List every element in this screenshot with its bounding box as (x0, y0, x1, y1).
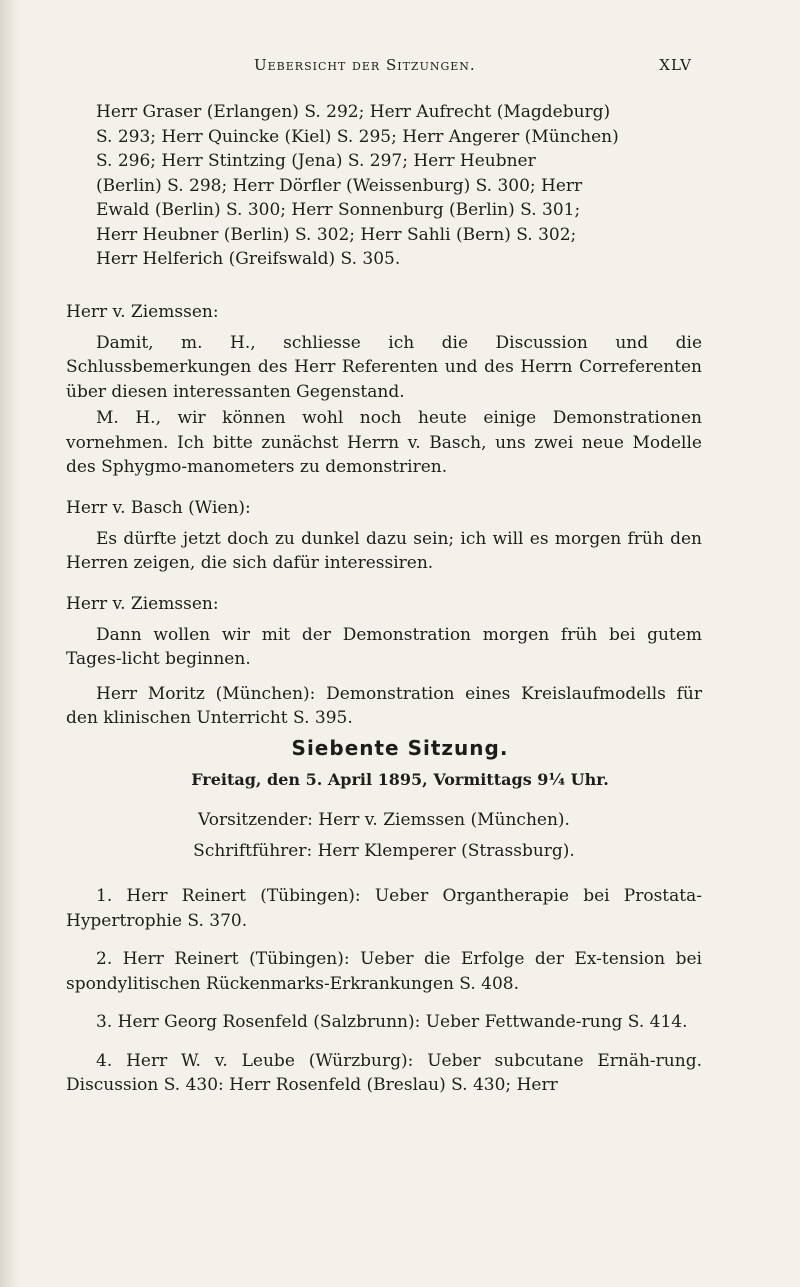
session-date: Freitag, den 5. April 1895, Vormittags 9¼ Uhr. (191, 770, 609, 789)
session-heading: Siebente Sitzung. (291, 736, 509, 760)
speaker-list-line: Herr Helferich (Greifswald) S. 305. (96, 249, 401, 269)
speaker-list-line: (Berlin) S. 298; Herr Dörfler (Weissenburg) S. 300; Herr (96, 175, 583, 196)
agenda-item: 1. Herr Reinert (Tübingen): Ueber Organtherapie bei Prostata-Hypertrophie S. 370. (66, 886, 702, 931)
agenda-item: 4. Herr W. v. Leube (Würzburg): Ueber subcutane Ernäh-rung. Discussion S. 430: Herr Rosenfeld (Breslau) S. 430; Herr (66, 1050, 702, 1095)
paragraph: Es dürfte jetzt doch zu dunkel dazu sein; ich will es morgen früh den Herren zeigen, die sich dafür interessiren. (66, 528, 702, 573)
speech-ziemssen-1 (66, 300, 702, 480)
speaker-name: Herr v. Basch (Wien): (66, 498, 251, 518)
speaker-name: Herr v. Ziemssen: (66, 594, 219, 614)
speech-basch (66, 496, 702, 576)
chair-line: Vorsitzender: Herr v. Ziemssen (München). (198, 810, 570, 830)
speaker-list-line: Herr Graser (Erlangen) S. 292; Herr Aufrecht (Magdeburg) (96, 102, 611, 122)
speech-ziemssen-2 (66, 592, 702, 731)
speaker-name: Herr v. Ziemssen: (66, 302, 219, 322)
header-title: Uebersicht der Sitzungen. (254, 56, 476, 74)
session-officers (66, 808, 702, 863)
paragraph: Dann wollen wir mit der Demonstration morgen früh bei gutem Tages-licht beginnen. (66, 624, 702, 669)
page-edge-shadow (0, 0, 18, 1287)
speaker-list-line: S. 296; Herr Stintzing (Jena) S. 297; Herr Heubner (96, 151, 536, 171)
agenda-item: 2. Herr Reinert (Tübingen): Ueber die Erfolge der Ex-tension bei spondylitischen Rückenmarks-Erkrankungen S. 408. (66, 949, 702, 994)
speaker-list-line: Ewald (Berlin) S. 300; Herr Sonnenburg (Berlin) S. 301; (96, 200, 581, 220)
secretary-line: Schriftführer: Herr Klemperer (Strassburg). (193, 840, 575, 861)
speaker-list-line: S. 293; Herr Quincke (Kiel) S. 295; Herr Angerer (München) (96, 126, 619, 147)
page-number: XLV (659, 56, 692, 74)
agenda-item: 3. Herr Georg Rosenfeld (Salzbrunn): Ueber Fettwande-rung S. 414. (96, 1012, 688, 1032)
speaker-list-line: Herr Heubner (Berlin) S. 302; Herr Sahli (Bern) S. 302; (96, 224, 577, 245)
session-agenda (66, 884, 702, 1098)
speaker-list-block (66, 100, 702, 272)
paragraph: M. H., wir können wohl noch heute einige Demonstrationen vornehmen. Ich bitte zunächst Herrn v. Basch, uns zwei neue Modelle des Sphygmo-manometers zu demonstriren. (66, 408, 702, 477)
paragraph: Damit, m. H., schliesse ich die Discussion und die Schlussbemerkungen des Herr Referenten und des Herrn Correferenten über diesen interessanten Gegenstand. (66, 332, 702, 402)
paragraph: Herr Moritz (München): Demonstration eines Kreislaufmodells für den klinischen Unterricht S. 395. (66, 683, 702, 728)
